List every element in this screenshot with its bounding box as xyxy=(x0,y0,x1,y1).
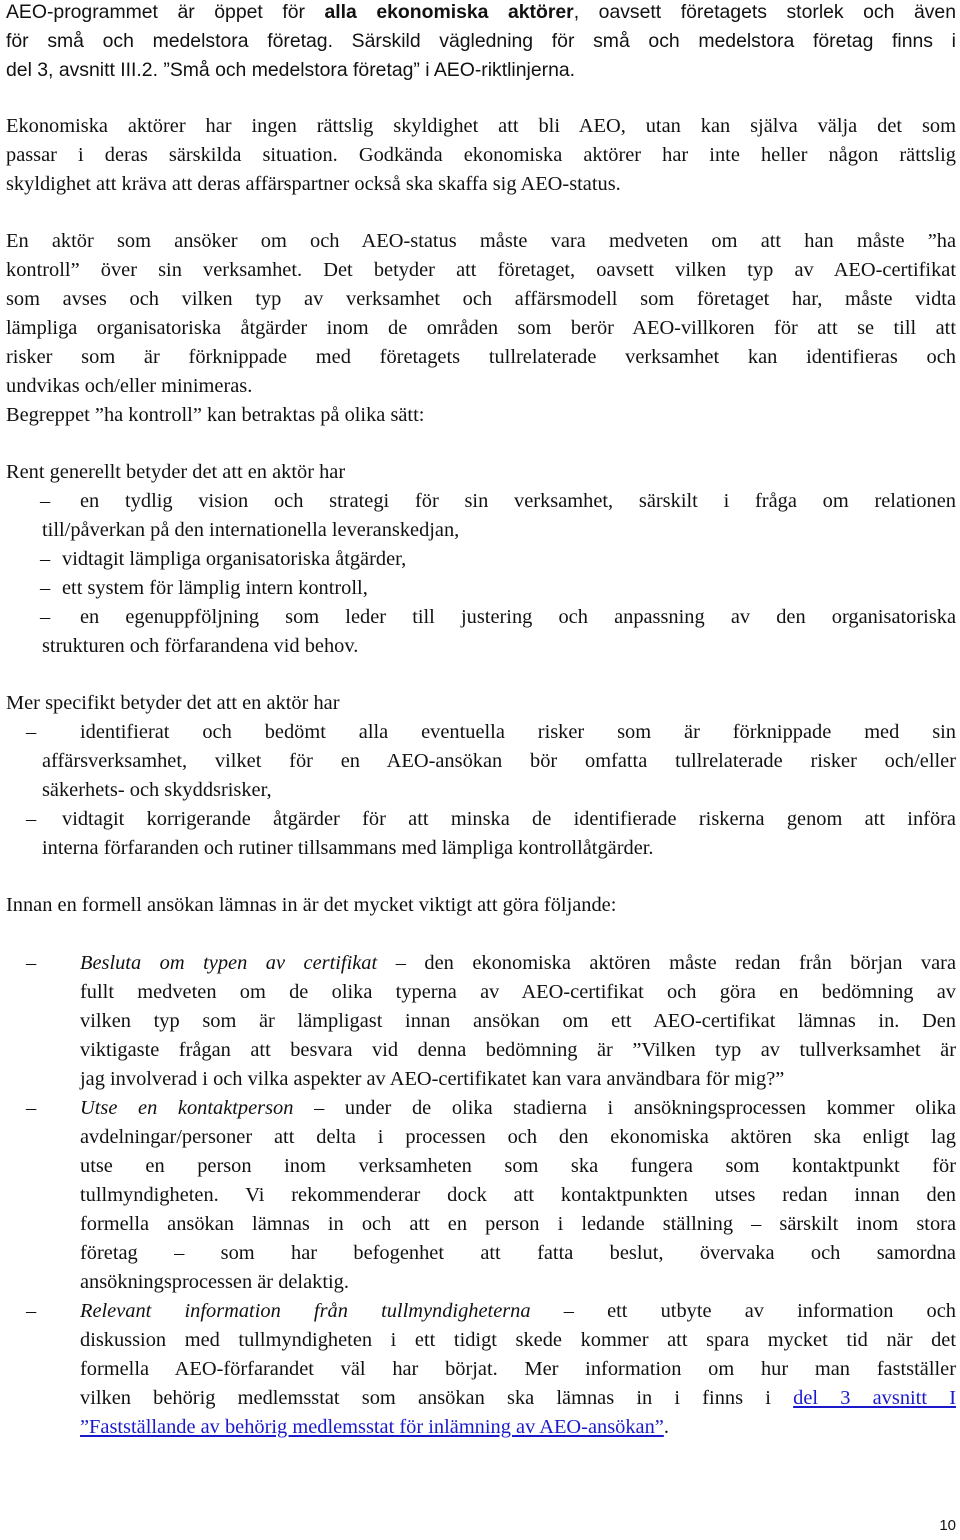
p3-line3: som avses och vilken typ av verksamhet och affärsmodell som företaget har, måste vidta xyxy=(6,288,956,310)
dash-bullet: – xyxy=(26,952,37,974)
p5-item2-line2: interna förfaranden och rutiner tillsammans med lämpliga kontrollåtgärder. xyxy=(42,837,654,859)
p6-item2-line4: tullmyndigheten. Vi rekommenderar dock att kontaktpunkten utses redan innan den xyxy=(80,1184,956,1206)
p1-line3: del 3, avsnitt III.2. ”Små och medelstora företag” i AEO-riktlinjerna. xyxy=(6,59,576,81)
p4-item1-line2: till/påverkan på den internationella leveranskedjan, xyxy=(42,519,460,541)
p6-item2-line5: formella ansökan lämnas in och att en person i ledande ställning – särskilt inom stora xyxy=(80,1213,956,1235)
dash-bullet: – xyxy=(26,808,37,830)
item-heading: Besluta om typen av certifikat xyxy=(80,952,378,974)
p2-line3: skyldighet att kräva att deras affärspartner också ska skaffa sig AEO-status. xyxy=(6,173,621,195)
p3-line1: En aktör som ansöker om och AEO-status måste vara medveten om att han måste ”ha xyxy=(6,230,956,252)
bold-phrase: alla ekonomiska aktörer xyxy=(324,1,574,23)
p6-item3-line2: diskussion med tullmyndigheten i ett tidigt skede kommer att spara mycket tid när det xyxy=(80,1329,956,1351)
p5-item1-line1: identifierat och bedömt alla eventuella risker som är förknippade med sin xyxy=(80,721,956,743)
dash-bullet: – xyxy=(40,606,51,628)
p4-item4-line2: strukturen och förfarandena vid behov. xyxy=(42,635,359,657)
p3-line5: risker som är förknippade med företagets tullrelaterade verksamhet kan identifieras och xyxy=(6,346,956,368)
p2-line1: Ekonomiska aktörer har ingen rättslig skyldighet att bli AEO, utan kan själva välja det som xyxy=(6,115,956,137)
p3-line6: undvikas och/eller minimeras. xyxy=(6,375,253,397)
p2-line2: passar i deras särskilda situation. Godkända ekonomiska aktörer har inte heller någon rättslig xyxy=(6,144,956,166)
p3-line4: lämpliga organisatoriska åtgärder inom de områden som berör AEO-villkoren för att se till att xyxy=(6,317,956,339)
cross-reference-link-continued[interactable]: ”Fastställande av behörig medlemsstat för inlämning av AEO-ansökan” xyxy=(80,1416,664,1438)
p6-item3-line1: Relevant information från tullmyndigheterna – ett utbyte av information och xyxy=(80,1300,956,1322)
dash-bullet: – xyxy=(26,721,37,743)
p6-item1-line1: Besluta om typen av certifikat – den ekonomiska aktören måste redan från början vara xyxy=(80,952,957,974)
p6-item3-line4: vilken behörig medlemsstat som ansökan ska lämnas in i finns i del 3 avsnitt I xyxy=(80,1387,956,1409)
p6-item2-line6: företag – som har befogenhet att fatta beslut, övervaka och samordna xyxy=(80,1242,956,1264)
p6-item1-line2: fullt medveten om de olika typerna av AEO-certifikat och göra en bedömning av xyxy=(80,981,956,1003)
p6-item2-line1: Utse en kontaktperson – under de olika stadierna i ansökningsprocessen kommer olika xyxy=(80,1097,956,1119)
p6-item1-line5: jag involverad i och vilka aspekter av AEO-certifikatet kan vara användbara för mig?” xyxy=(80,1068,785,1090)
p4-item1-line1: en tydlig vision och strategi för sin verksamhet, särskilt i fråga om relationen xyxy=(80,490,956,512)
p1-line1: AEO-programmet är öppet för alla ekonomiska aktörer, oavsett företagets storlek och även xyxy=(6,1,956,23)
p4-item4-line1: en egenuppföljning som leder till justering och anpassning av den organisatoriska xyxy=(80,606,956,628)
p4-intro: Rent generellt betyder det att en aktör har xyxy=(6,461,346,483)
p6-item2-line2: avdelningar/personer att delta i processen och den ekonomiska aktören ska enligt lag xyxy=(80,1126,956,1148)
p6-item2-line3: utse en person inom verksamheten som ska fungera som kontaktpunkt för xyxy=(80,1155,956,1177)
p6-item1-line4: viktigaste frågan att besvara vid denna bedömning är ”Vilken typ av tullverksamhet är xyxy=(80,1039,956,1061)
dash-bullet: – xyxy=(40,548,51,570)
cross-reference-link[interactable]: del 3 avsnitt I xyxy=(793,1387,956,1409)
dash-bullet: – xyxy=(40,577,51,599)
p3-line7: Begreppet ”ha kontroll” kan betraktas på olika sätt: xyxy=(6,404,425,426)
p3-line2: kontroll” över sin verksamhet. Det betyder att företaget, oavsett vilken typ av AEO-certifikat xyxy=(6,259,956,281)
item-heading: Relevant information från tullmyndigheterna xyxy=(80,1300,531,1322)
p4-item2-line1: vidtagit lämpliga organisatoriska åtgärder, xyxy=(62,548,407,570)
p6-item3-line3: formella AEO-förfarandet väl har börjat. Mer information om hur man fastställer xyxy=(80,1358,956,1380)
p5-intro: Mer specifikt betyder det att en aktör har xyxy=(6,692,340,714)
p5-item1-line2: affärsverksamhet, vilket för en AEO-ansökan bör omfatta tullrelaterade risker och/eller xyxy=(42,750,956,772)
p5-item2-line1: vidtagit korrigerande åtgärder för att minska de identifierade riskerna genom att införa xyxy=(62,808,956,830)
p6-intro: Innan en formell ansökan lämnas in är det mycket viktigt att göra följande: xyxy=(6,894,617,916)
dash-bullet: – xyxy=(26,1097,37,1119)
p5-item1-line3: säkerhets- och skyddsrisker, xyxy=(42,779,272,801)
p6-item1-line3: vilken typ som är lämpligast innan ansökan om ett AEO-certifikat lämnas in. Den xyxy=(80,1010,956,1032)
p6-item2-line7: ansökningsprocessen är delaktig. xyxy=(80,1271,349,1293)
p1-line2: för små och medelstora företag. Särskild vägledning för små och medelstora företag finns i xyxy=(6,30,956,52)
page-number: 10 xyxy=(939,1517,956,1534)
dash-bullet: – xyxy=(40,490,51,512)
p6-item3-line5: ”Fastställande av behörig medlemsstat för inlämning av AEO-ansökan”. xyxy=(80,1416,669,1438)
p4-item3-line1: ett system för lämplig intern kontroll, xyxy=(62,577,368,599)
dash-bullet: – xyxy=(26,1300,37,1322)
item-heading: Utse en kontaktperson xyxy=(80,1097,294,1119)
